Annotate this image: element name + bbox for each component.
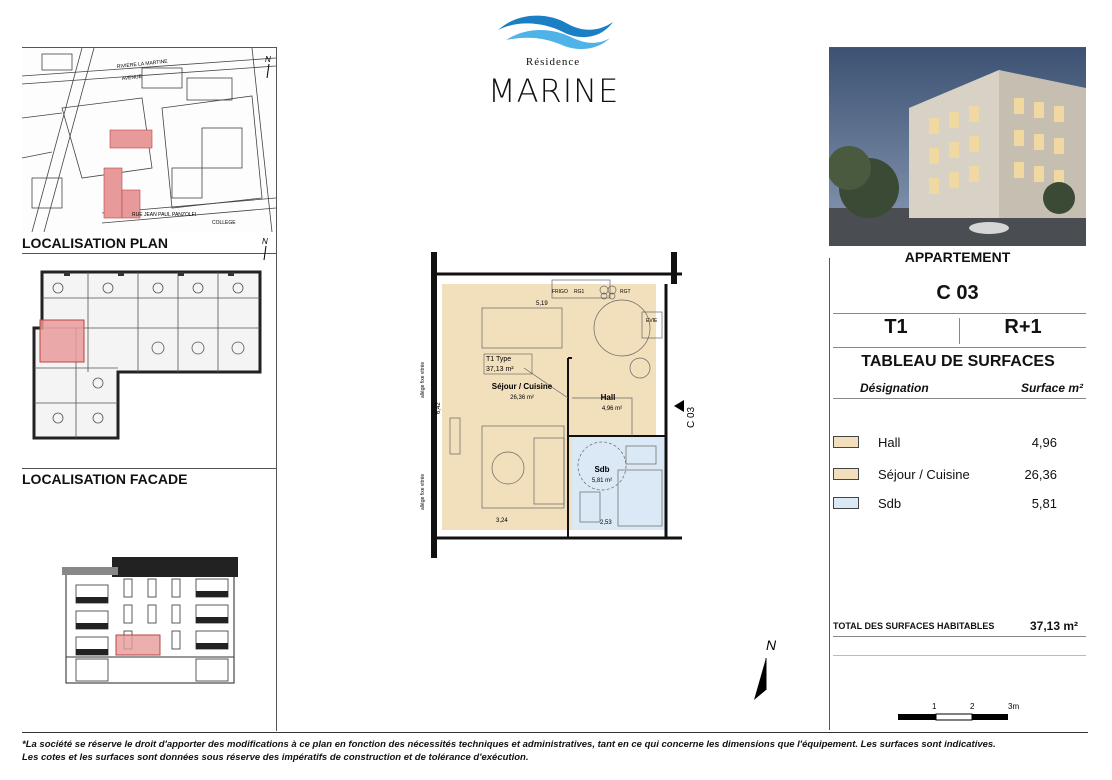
apartment-label: APPARTEMENT <box>904 249 1011 265</box>
north-arrow-icon <box>258 236 272 267</box>
section-label: C 03 <box>686 406 697 428</box>
divider <box>276 47 277 731</box>
room-sejour-label: Séjour / Cuisine <box>491 382 553 391</box>
room-sdb-label: Sdb <box>594 465 610 474</box>
north-arrow-icon <box>262 54 276 85</box>
wave-icon <box>488 10 618 56</box>
surface-name: Sdb <box>878 496 902 511</box>
map-street-label: RIVIERE LA MARTINE <box>116 58 168 70</box>
rg1-label: RG1 <box>574 289 585 295</box>
surface-value: 5,81 <box>1031 496 1057 511</box>
surface-value: 26,36 <box>1024 467 1057 482</box>
room-sdb-area: 5,81 m² <box>591 478 613 484</box>
apartment-type: T1 <box>884 316 908 338</box>
room-hall-area: 4,96 m² <box>601 406 623 412</box>
map-street-label: AVENUE <box>121 73 143 82</box>
svg-text:N: N <box>262 237 268 246</box>
facade-location-label: LOCALISATION FACADE <box>22 471 188 487</box>
brand-name: MARINE <box>488 72 620 110</box>
svg-text:1: 1 <box>932 702 937 711</box>
dim-bottom: 3,24 <box>496 518 508 524</box>
rgt-label: RGT <box>620 289 631 295</box>
surface-row <box>833 494 1083 514</box>
svg-text:2: 2 <box>970 702 975 711</box>
svg-text:3m: 3m <box>1008 702 1020 711</box>
type-area: 37,13 m² <box>486 366 514 373</box>
col-designation: Désignation <box>860 381 929 395</box>
north-arrow-icon <box>746 634 786 704</box>
dim-left: 6,42 <box>436 402 442 414</box>
svg-text:N: N <box>265 55 271 64</box>
divider <box>833 347 1086 348</box>
building-facade <box>62 545 238 685</box>
divider <box>829 258 830 730</box>
dim-sdb: 2,53 <box>600 520 612 526</box>
disclaimer-line: *La société se réserve le droit d'apporter des modifications à ce plan en fonction des nécessités techniques et administratives, tant en ce qui concerne les dimensions que l'équipement. Les surfaces sont indicatives. <box>22 739 996 750</box>
divider <box>833 313 1086 314</box>
surface-name: Séjour / Cuisine <box>878 467 970 482</box>
legend-swatch <box>833 468 859 480</box>
surface-row <box>833 465 1083 485</box>
apartment-level: R+1 <box>1004 316 1042 338</box>
disclaimer-line: Les cotes et les surfaces sont données sous réserve des impératifs de construction et de tolérance d'exécution. <box>22 752 529 763</box>
building-floorplan-mini <box>28 268 268 440</box>
map-street-label: COLLEGE <box>212 220 236 226</box>
building-render-photo <box>829 48 1086 246</box>
scale-bar <box>896 700 1036 726</box>
svg-text:N: N <box>766 637 777 653</box>
col-surface: Surface m² <box>1020 381 1083 395</box>
apartment-code: C 03 <box>936 282 979 304</box>
footer-divider <box>22 732 1088 733</box>
brand-logo <box>488 10 620 110</box>
surface-value: 4,96 <box>1031 435 1057 450</box>
brand-small: Résidence <box>525 56 581 68</box>
location-map <box>22 48 276 232</box>
apartment-plan <box>412 248 702 560</box>
frigo-label: FRIGO <box>552 289 568 295</box>
dim-top: 5,19 <box>536 301 548 307</box>
allege-label: allège fixe vitrée <box>420 473 426 510</box>
allege-label: allège fixe vitrée <box>420 361 426 398</box>
surface-row <box>833 433 1083 453</box>
legend-swatch <box>833 436 859 448</box>
type-label: T1 Type <box>486 356 512 363</box>
divider <box>833 636 1086 637</box>
room-hall-label: Hall <box>600 393 616 402</box>
evier-label: EVIE <box>646 318 658 324</box>
divider <box>833 398 1086 399</box>
surface-name: Hall <box>878 435 901 450</box>
total-label: TOTAL DES SURFACES HABITABLES <box>833 621 995 631</box>
disclaimer <box>22 738 1102 764</box>
divider <box>22 468 276 469</box>
plan-location-label: LOCALISATION PLAN <box>22 235 168 251</box>
divider <box>22 253 276 254</box>
total-value: 37,13 m² <box>1029 619 1078 633</box>
table-title: TABLEAU DE SURFACES <box>861 353 1055 370</box>
map-street-label: RUE JEAN PAUL PANZOLFI <box>132 212 197 218</box>
room-sejour-area: 26,36 m² <box>510 395 534 401</box>
divider <box>833 655 1086 656</box>
legend-swatch <box>833 497 859 509</box>
